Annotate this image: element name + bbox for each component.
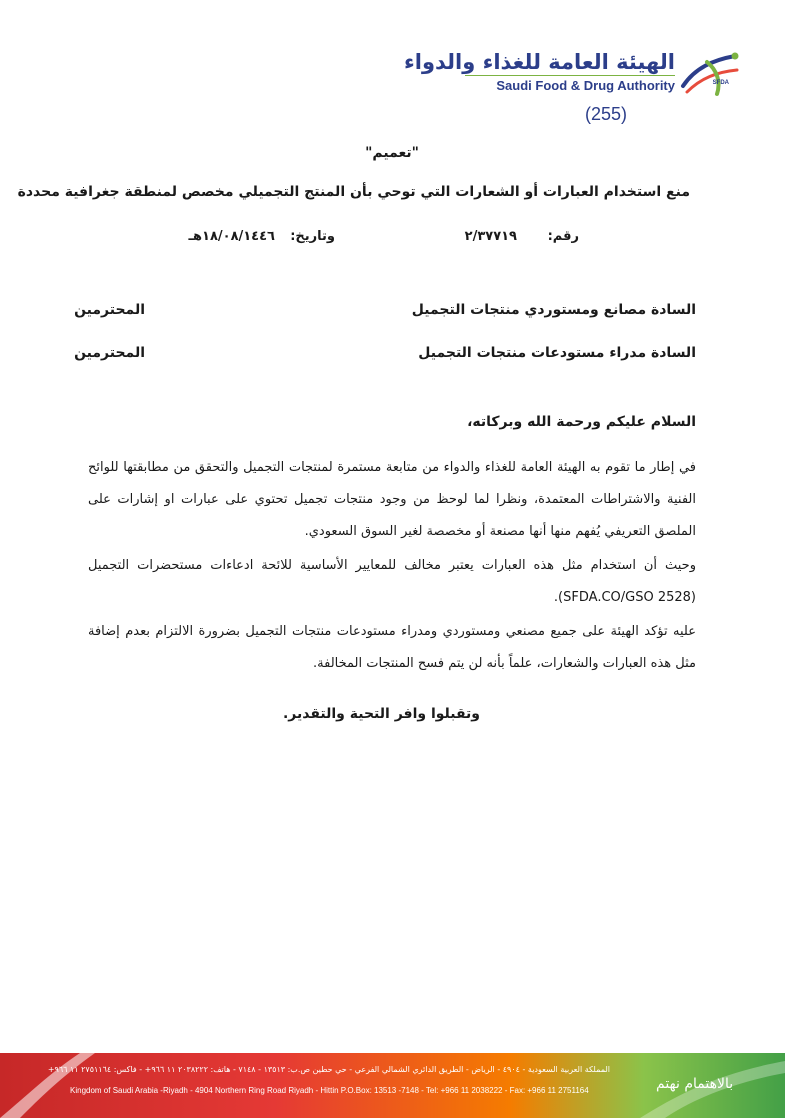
greeting: السلام عليكم ورحمة الله وبركاته، [467, 414, 696, 430]
org-name-english: Saudi Food & Drug Authority [496, 78, 675, 93]
paragraph-1: في إطار ما تقوم به الهيئة العامة للغذاء والدواء من متابعة مستمرة لمنتجات التجميل والتحقق من مطابقتها للوائح الفنية والاشتراطات المعتمدة، ونظرا لما لوحظ من وجود منتجات تجميل تحتوي على عبارات او إشارات على الملصق التعريفي يُفهم منها أنها مصنعة أو مخصصة لغير السوق السعودي. [88, 460, 696, 539]
circular-heading: "تعميم" [365, 145, 419, 161]
footer-address-english: Kingdom of Saudi Arabia -Riyadh - 4904 Northern Ring Road Riyadh - Hittin P.O.Box: 13513 -7148 - Tel: +966 11 2038222 - Fax: +966 11 2751164 [70, 1086, 589, 1095]
logo-divider [465, 75, 675, 76]
logo-mark-text: SFDA [712, 80, 729, 86]
footer-slogan: بالاهتمام نهتم [656, 1076, 734, 1092]
addressee-2-title: المحترمين [74, 345, 145, 361]
addressee-1-title: المحترمين [74, 302, 145, 318]
paragraph-2: وحيث أن استخدام مثل هذه العبارات يعتبر مخالف للمعايير الأساسية للائحة ادعاءات مستحضرات التجميل (SFDA.CO/GSO 2528). [88, 558, 696, 605]
sfda-logo-icon [677, 48, 743, 98]
addressee-2: السادة مدراء مستودعات منتجات التجميل [418, 345, 696, 361]
footer-address-arabic: المملكة العربية السعودية - ٤٩٠٤ - الرياض - الطريق الدائري الشمالي الفرعي - حي حطين ص.ب: ١٣٥١٣ - ٧١٤٨ - هاتف: ٢٠٣٨٢٢٢ ١١ ٩٦٦+ - فاكس: ٢٧٥١١٦٤ ١١ ٩٦٦+ [47, 1065, 610, 1074]
letter-subject: منع استخدام العبارات أو الشعارات التي توحي بأن المنتج التجميلي مخصص لمنطقة جغرافية محددة [17, 184, 690, 200]
closing-line: وتقبلوا وافر التحية والتقدير. [282, 706, 480, 722]
date-label: وتاريخ: [290, 229, 335, 244]
paragraph-3: عليه تؤكد الهيئة على جميع مصنعي ومستوردي ومدراء مستودعات منتجات التجميل بضرورة الالتزام بعدم إضافة مثل هذه العبارات والشعارات، علماً بأنه لن يتم فسح المنتجات المخالفة. [88, 624, 696, 671]
reference-label: رقم: [547, 229, 579, 244]
addressee-1: السادة مصانع ومستوردي منتجات التجميل [411, 302, 696, 318]
date-value: ١٨/٠٨/١٤٤٦هـ [188, 229, 275, 244]
org-name-arabic: الهيئة العامة للغذاء والدواء [404, 50, 675, 74]
reference-number: ٢/٣٧٧١٩ [464, 229, 517, 244]
document-number: (255) [584, 104, 627, 124]
